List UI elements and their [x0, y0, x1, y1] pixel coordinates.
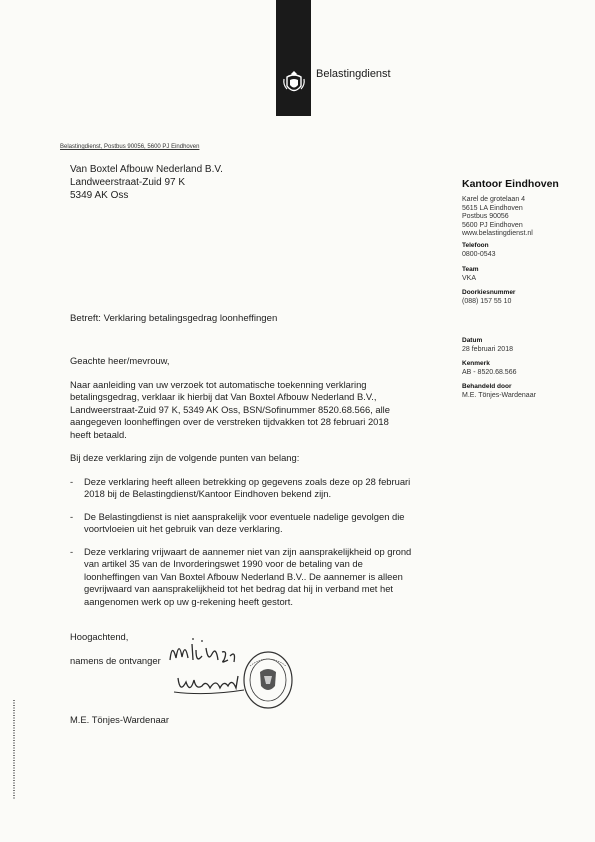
margin-print-code [10, 700, 18, 800]
bullet-line: Deze verklaring vrijwaart de aannemer niet van zijn aansprakelijkheid op grond [84, 546, 412, 557]
paragraph-line: betalingsgedrag, verklaar ik hierbij dat Van Boxtel Afbouw Nederland B.V., [70, 391, 377, 403]
direct-label: Doorkiesnummer [462, 289, 516, 296]
team-label: Team [462, 266, 479, 273]
org-name: Belastingdienst [316, 68, 391, 80]
bullet-point-3 [84, 546, 411, 608]
points-intro: Bij deze verklaring zijn de volgende punten van belang: [70, 452, 300, 463]
address-line: www.belastingdienst.nl [462, 230, 533, 237]
team-value: VKA [462, 274, 477, 282]
handler-block [462, 383, 536, 400]
recipient-line: Landweerstraat-Zuid 97 K [70, 177, 186, 188]
date-label: Datum [462, 337, 483, 344]
paragraph-line: Naar aanleiding van uw verzoek tot automatische toekenning verklaring [70, 379, 367, 390]
direct-block [462, 289, 515, 306]
bullet-point-2 [84, 511, 405, 536]
paragraph-line: Landweerstraat-Zuid 97 K, 5349 AK Oss, BSN/Sofinummer 8520.68.566, alle [70, 403, 390, 415]
address-line: 5600 PJ Eindhoven [462, 221, 523, 229]
direct-value: (088) 157 55 10 [462, 297, 512, 305]
address-line: Postbus 90056 [462, 213, 509, 220]
team-block [462, 266, 479, 283]
bullet-line: aangenomen werk op uw g-rekening heeft gestort. [84, 595, 293, 607]
recipient-line: Van Boxtel Afbouw Nederland B.V. [70, 164, 223, 175]
bullet-line: De Belastingdienst is niet aansprakelijk voor eventuele nadelige gevolgen die [84, 511, 405, 522]
bullet-point-1 [84, 476, 410, 501]
address-line: 5615 LA Eindhoven [462, 204, 523, 212]
reference-block [462, 360, 517, 377]
bullet-line: 2018 bij de Belastingdienst/Kantoor Eindhoven bekend zijn. [84, 488, 332, 500]
date-block [462, 337, 513, 354]
logo-bar [276, 0, 311, 116]
address-line: Karel de grotelaan 4 [462, 196, 526, 203]
bullet-line: voortvloeien uit het gebruik van deze verklaring. [84, 523, 283, 535]
on-behalf-of: namens de ontvanger [70, 655, 161, 666]
bullet-marker: - [70, 511, 74, 522]
office-title: Kantoor Eindhoven [462, 178, 559, 190]
bullet-line: Deze verklaring heeft alleen betrekking op gegevens zoals deze op 28 februari [84, 476, 411, 487]
handler-value: M.E. Tönjes-Wardenaar [462, 391, 536, 399]
bullet-line: gevrijwaard van aansprakelijkheid tot het bedrag dat hij in verband met het [84, 583, 394, 595]
paragraph-line: aangegeven loonheffingen over de verstreken tijdvakken tot 28 februari 2018 [70, 416, 389, 428]
signatory-name: M.E. Tönjes-Wardenaar [70, 714, 169, 725]
crest-icon [282, 70, 306, 96]
closing: Hoogachtend, [70, 631, 129, 642]
letter-subject: Betreft: Verklaring betalingsgedrag loonheffingen [70, 313, 278, 324]
reference-value: AB - 8520.68.566 [462, 368, 517, 376]
bullet-line: van artikel 35 van de Invorderingswet 1990 voor de betaling van de [84, 558, 363, 570]
date-value: 28 februari 2018 [462, 345, 513, 353]
phone-value: 0800-0543 [462, 250, 496, 258]
official-stamp [242, 650, 294, 710]
salutation: Geachte heer/mevrouw, [70, 355, 170, 366]
phone-label: Telefoon [462, 242, 489, 249]
bullet-marker: - [70, 476, 74, 487]
return-address: Belastingdienst, Postbus 90056, 5600 PJ Eindhoven [60, 144, 200, 150]
office-address [462, 196, 533, 239]
bullet-line: loonheffingen van Van Boxtel Afbouw Nederland B.V.. De aannemer is alleen [84, 570, 403, 582]
bullet-marker: - [70, 546, 74, 557]
paragraph-main [70, 379, 390, 441]
recipient-line: 5349 AK Oss [70, 190, 129, 201]
handler-label: Behandeld door [462, 383, 512, 390]
phone-block [462, 242, 495, 259]
recipient-address [70, 163, 223, 202]
paragraph-line: heeft betaald. [70, 428, 127, 440]
reference-label: Kenmerk [462, 360, 490, 367]
